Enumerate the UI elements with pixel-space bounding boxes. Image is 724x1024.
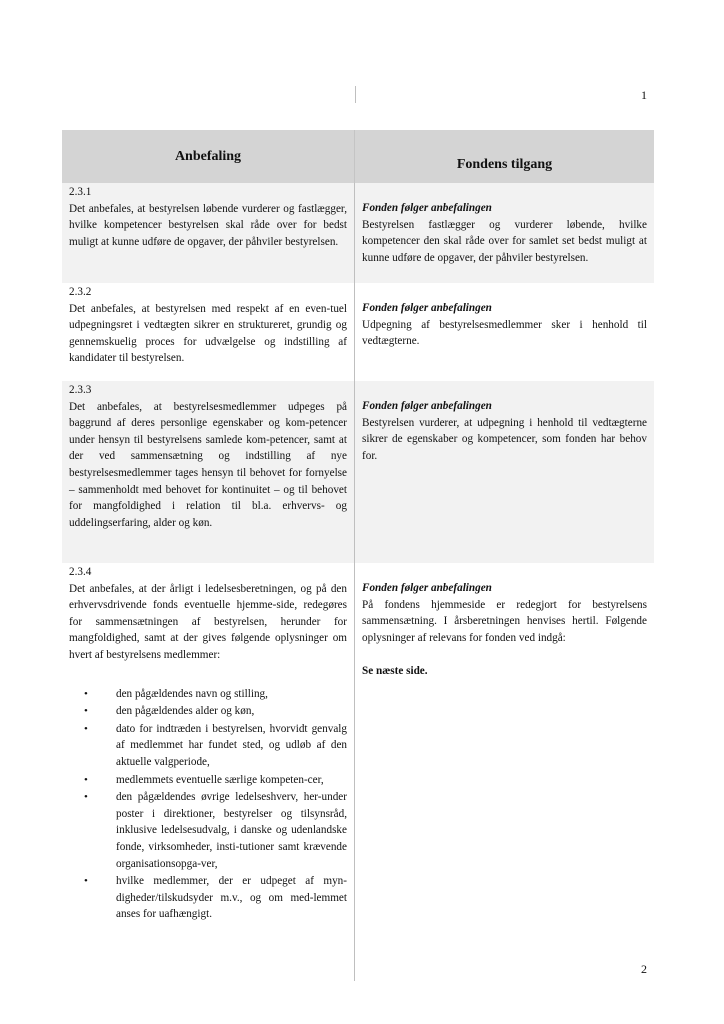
approach-cell bbox=[355, 381, 654, 563]
list-item: • den pågældendes navn og stilling, bbox=[108, 686, 347, 703]
list-item: • dato for indtræden i bestyrelsen, hvorvidt genvalg af medlemmet har fundet sted, og udløb af den aktuelle valgperiode, bbox=[108, 721, 347, 771]
approach-cell bbox=[355, 563, 654, 981]
list-item: • den pågældendes øvrige ledelseshverv, her-under poster i direktioner, bestyrelser og tilsynsråd, inklusive ledelsesudvalg, i danske og udenlandske fonde, virksomheder, insti-tutioner samt krævende organisationsopga-ver, bbox=[108, 789, 347, 872]
disclosure-list bbox=[69, 686, 347, 923]
page-number-bottom: 2 bbox=[641, 962, 647, 976]
recommendation-text: Det anbefales, at bestyrelsesmedlemmer udpeges på baggrund af deres personlige egenskaber og kom-petencer under hensyn til bestyrelsens samlede kom-petencer, samt at der ved sammensætning og indstilling af nye bestyrelsesmedlemmer tages hensyn til behovet for fornyelse – sammenholdt med behovet for kontinuitet – og til behovet for mangfoldighed i relation til bl.a. erhvervs- og uddelingserfaring, alder og køn. bbox=[69, 400, 347, 529]
table-row bbox=[62, 381, 654, 563]
table-row bbox=[62, 283, 654, 381]
recommendation-number: 2.3.3 bbox=[69, 384, 92, 396]
table-row bbox=[62, 563, 654, 981]
recommendation-text: Det anbefales, at bestyrelsen løbende vurderer og fastlægger, hvilke kompetencer bestyrelsen skal råde over for bedst muligt at kunne udføre de opgaver, der påhviler bestyrelsen. bbox=[69, 202, 347, 248]
table-header bbox=[62, 130, 654, 183]
header-fondens-tilgang: Fondens tilgang bbox=[456, 156, 553, 172]
recommendation-cell bbox=[62, 381, 355, 563]
approach-text: Udpegning af bestyrelsesmedlemmer sker i henhold til vedtægterne. bbox=[362, 318, 647, 348]
recommendation-number: 2.3.2 bbox=[69, 286, 92, 298]
recommendation-cell bbox=[62, 563, 355, 981]
approach-cell bbox=[355, 183, 654, 283]
recommendation-cell bbox=[62, 183, 355, 283]
table-row bbox=[62, 183, 654, 283]
header-divider bbox=[355, 86, 356, 103]
approach-text: Bestyrelsen vurderer, at udpegning i henhold til vedtægterne sikrer de egenskaber og kompetencer, som fonden har behov for. bbox=[362, 416, 647, 462]
page-number-top: 1 bbox=[641, 88, 647, 102]
approach-text: Bestyrelsen fastlægger og vurderer løbende, hvilke kompetencer den skal råde over for samlet set bedst muligt at kunne udføre de opgaver, der påhviler bestyrelsen. bbox=[362, 218, 647, 264]
compliance-verdict: Fonden følger anbefalingen bbox=[362, 400, 492, 412]
list-item: • hvilke medlemmer, der er udpeget af myn-digheder/tilskudsyder m.v., og om med-lemmet anses for uafhængigt. bbox=[108, 873, 347, 923]
recommendation-cell bbox=[62, 283, 355, 381]
recommendations-table bbox=[62, 130, 654, 981]
compliance-verdict: Fonden følger anbefalingen bbox=[362, 202, 492, 214]
recommendation-text: Det anbefales, at der årligt i ledelsesberetningen, og på den erhvervsdrivende fonds eventuelle hjemme-side, redegøres for sammensætningen af bestyrelsen, herunder for mangfoldighed, samt at der gives følgende oplysninger om hvert af bestyrelsens medlemmer: bbox=[69, 582, 347, 661]
list-item: • medlemmets eventuelle særlige kompeten-cer, bbox=[108, 772, 347, 789]
approach-text: På fondens hjemmeside er redegjort for bestyrelsens sammensætning. I årsberetningen henvises hertil. Følgende oplysninger af relevans for fonden ved indgå: bbox=[362, 598, 647, 644]
recommendation-text: Det anbefales, at bestyrelsen med respekt af en even-tuel udpegningsret i vedtægten sikrer en struktureret, grundig og gennemskuelig proces for udvælgelse og indstilling af kandidater til bestyrelsen. bbox=[69, 302, 347, 365]
header-anbefaling: Anbefaling bbox=[62, 130, 355, 183]
see-next-page-note: Se næste side. bbox=[362, 665, 428, 678]
recommendation-number: 2.3.4 bbox=[69, 566, 92, 578]
list-item: • den pågældendes alder og køn, bbox=[108, 703, 347, 720]
recommendation-number: 2.3.1 bbox=[69, 186, 92, 198]
approach-cell bbox=[355, 283, 654, 381]
compliance-verdict: Fonden følger anbefalingen bbox=[362, 302, 492, 314]
compliance-verdict: Fonden følger anbefalingen bbox=[362, 582, 492, 594]
